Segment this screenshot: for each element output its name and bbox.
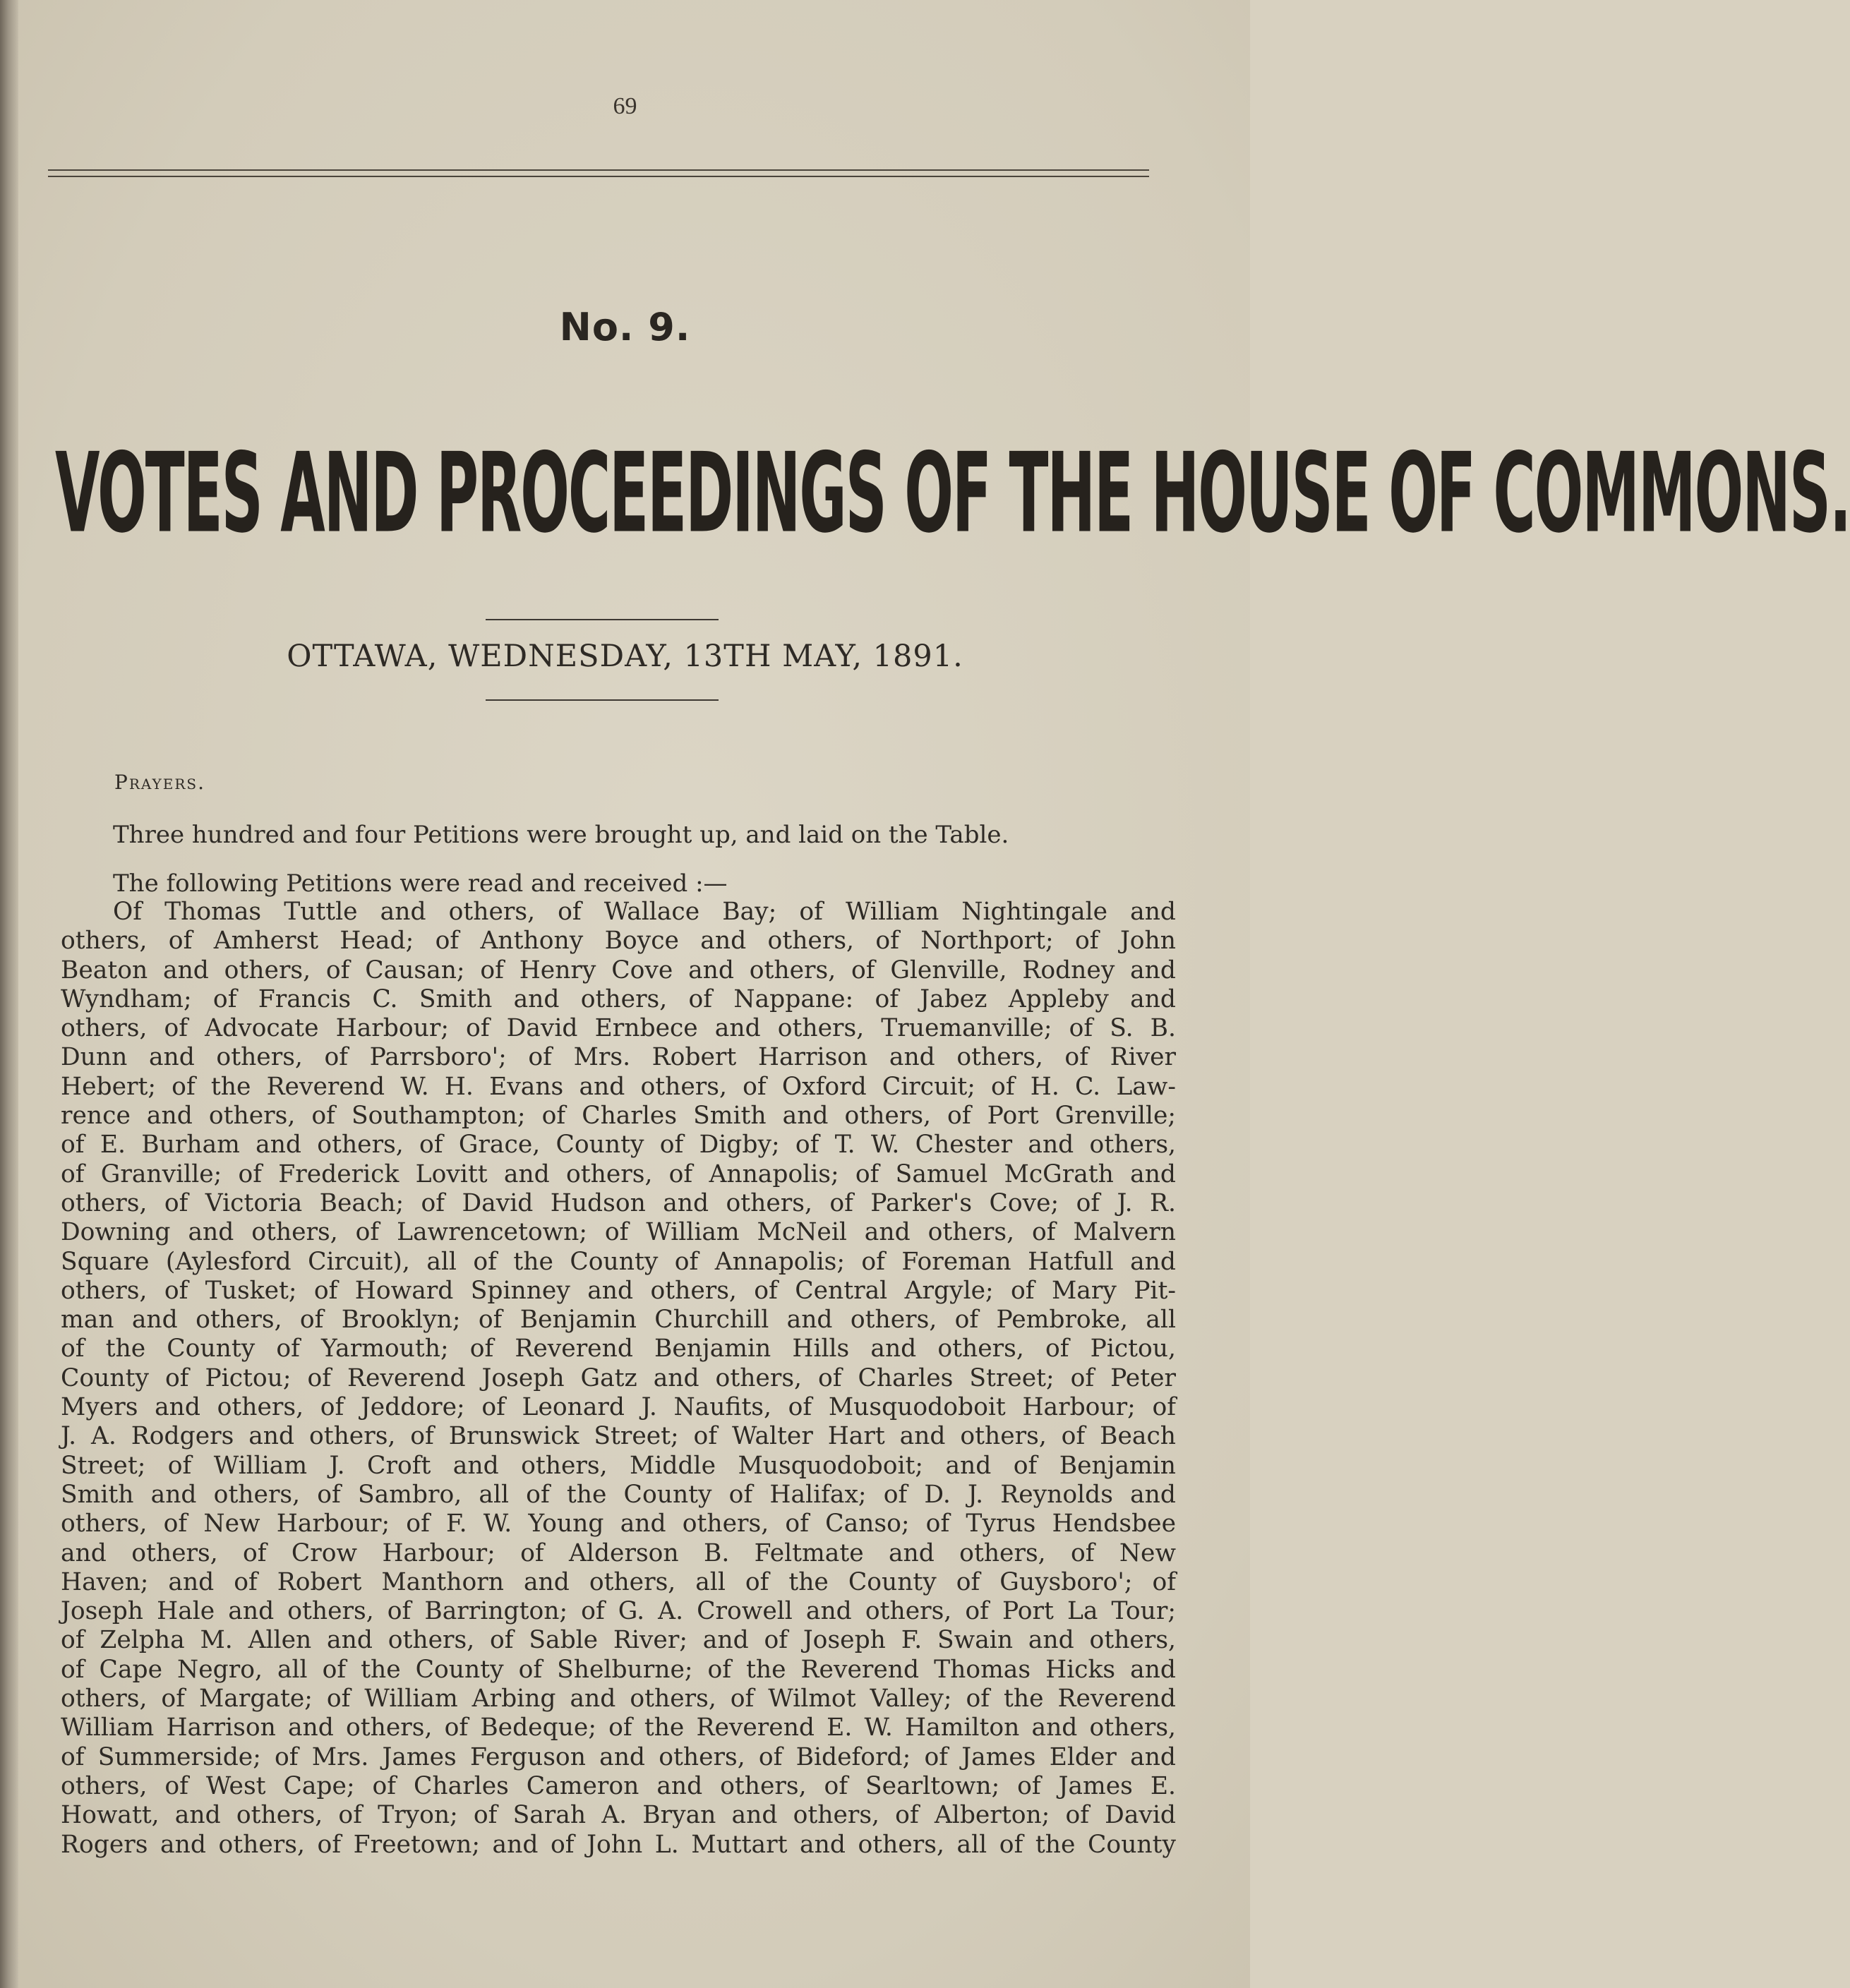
petition-text-line: others, of New Harbour; of F. W. Young and others, of Canso; of Tyrus Hendsbee [61,1510,1176,1538]
petition-text-line: of Granville; of Frederick Lovitt and others, of Annapolis; of Samuel McGrath and [61,1159,1176,1188]
date-rule-top [486,619,719,620]
petition-text-line: others, of Advocate Harbour; of David Ernbece and others, Truemanville; of S. B. [61,1014,1176,1043]
header-rule-lower [48,176,1149,177]
petition-text-line: others, of Margate; of William Arbing and others, of Wilmot Valley; of the Reverend [61,1685,1176,1713]
petition-text-line: Square (Aylesford Circuit), all of the County of Annapolis; of Foreman Hatfull and [61,1247,1176,1276]
petition-text-line: Hebert; of the Reverend W. H. Evans and others, of Oxford Circuit; of H. C. Law- [61,1072,1176,1101]
petition-text-line: Rogers and others, of Freetown; and of John L. Muttart and others, all of the County [61,1830,1176,1859]
petition-text-line: of E. Burham and others, of Grace, County of Digby; of T. W. Chester and others, [61,1131,1176,1159]
petition-text-line: Street; of William J. Croft and others, Middle Musquodoboit; and of Benjamin [61,1451,1176,1480]
date-line: OTTAWA, WEDNESDAY, 13TH MAY, 1891. [287,639,963,674]
petition-text-line: Downing and others, of Lawrencetown; of William McNeil and others, of Malvern [61,1218,1176,1247]
petition-text-line: William Harrison and others, of Bedeque; of the Reverend E. W. Hamilton and others, [61,1713,1176,1742]
petition-text-line: of the County of Yarmouth; of Reverend Benjamin Hills and others, of Pictou, [61,1335,1176,1363]
date-rule-bottom [486,699,719,701]
petition-text-line: Wyndham; of Francis C. Smith and others, of Nappane: of Jabez Appleby and [61,984,1176,1013]
petition-text-line: Of Thomas Tuttle and others, of Wallace Bay; of William Nightingale and [113,898,1176,926]
petition-text-line: Dunn and others, of Parrsboro'; of Mrs. Robert Harrison and others, of River [61,1043,1176,1072]
petition-text-line: of Cape Negro, all of the County of Shelburne; of the Reverend Thomas Hicks and [61,1655,1176,1684]
paragraph-petitions-brought-up: Three hundred and four Petitions were brought up, and laid on the Table. [113,821,1009,849]
petition-text-line: others, of Victoria Beach; of David Hudson and others, of Parker's Cove; of J. R. [61,1188,1176,1217]
main-heading: VOTES AND PROCEEDINGS OF THE HOUSE OF COMMONS. [55,430,1850,558]
page-binding-shadow [0,0,18,1988]
paragraph-petitions-received-intro: The following Petitions were read and received :— [113,869,728,898]
page-number: 69 [613,93,637,119]
petition-text-line: of Zelpha M. Allen and others, of Sable River; and of Joseph F. Swain and others, [61,1626,1176,1655]
petition-text-line: Smith and others, of Sambro, all of the County of Halifax; of D. J. Reynolds and [61,1480,1176,1509]
petition-text-line: of Summerside; of Mrs. James Ferguson and others, of Bideford; of James Elder and [61,1742,1176,1771]
petition-text-line: man and others, of Brooklyn; of Benjamin Churchill and others, of Pembroke, all [61,1306,1176,1335]
header-rule-upper [48,169,1149,171]
petition-text-line: others, of Amherst Head; of Anthony Boyce and others, of Northport; of John [61,927,1176,956]
petition-text-line: Myers and others, of Jeddore; of Leonard J. Naufits, of Musquodoboit Harbour; of [61,1393,1176,1422]
petition-text-line: Beaton and others, of Causan; of Henry Cove and others, of Glenville, Rodney and [61,956,1176,984]
prayers-label: Prayers. [114,771,205,794]
petition-text-line: rence and others, of Southampton; of Charles Smith and others, of Port Grenville; [61,1102,1176,1131]
petitions-list-paragraph [61,898,1176,1860]
petition-text-line: and others, of Crow Harbour; of Alderson B. Feltmate and others, of New [61,1538,1176,1567]
petition-text-line: County of Pictou; of Reverend Joseph Gatz and others, of Charles Street; of Peter [61,1363,1176,1392]
petition-text-line: Howatt, and others, of Tryon; of Sarah A. Bryan and others, of Alberton; of David [61,1801,1176,1830]
petition-text-line: J. A. Rodgers and others, of Brunswick Street; of Walter Hart and others, of Beach [61,1422,1176,1451]
petition-text-line: Haven; and of Robert Manthorn and others, all of the County of Guysboro'; of [61,1567,1176,1596]
petition-text-line: others, of Tusket; of Howard Spinney and others, of Central Argyle; of Mary Pit- [61,1276,1176,1305]
petition-text-line: others, of West Cape; of Charles Cameron and others, of Searltown; of James E. [61,1771,1176,1800]
petition-text-line: Joseph Hale and others, of Barrington; of G. A. Crowell and others, of Port La Tour; [61,1597,1176,1626]
document-number: No. 9. [559,305,691,349]
